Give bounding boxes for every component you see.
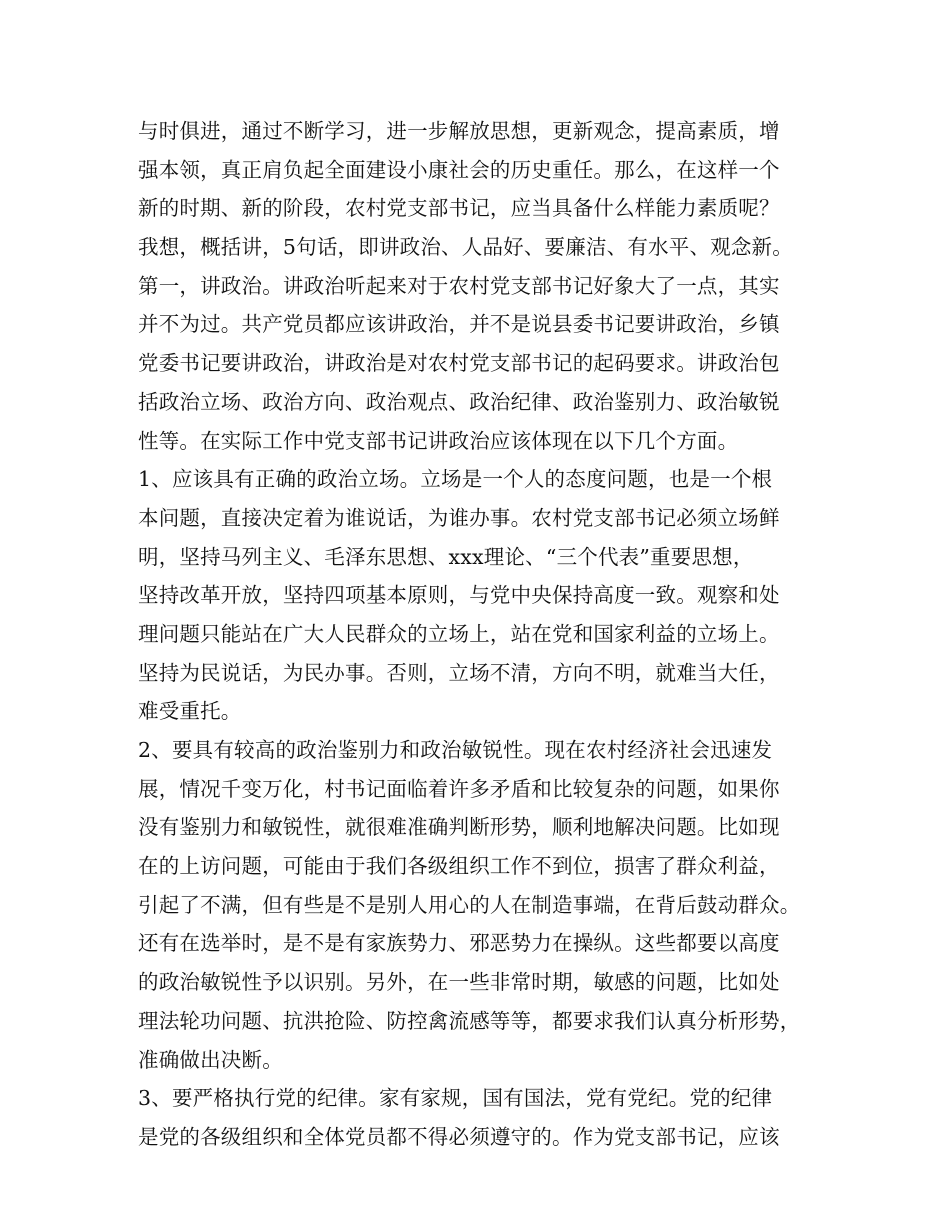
text-line: 第一，讲政治。讲政治听起来对于农村党支部书记好象大了一点，其实: [138, 273, 780, 298]
document-body: [138, 112, 828, 1157]
text-line: 没有鉴别力和敏锐性，就很难准确判断形势，顺利地解决问题。比如现: [138, 815, 780, 840]
text-line: 2、要具有较高的政治鉴别力和政治敏锐性。现在农村经济社会迅速发: [138, 738, 773, 762]
text-line: 1、应该具有正确的政治立场。立场是一个人的态度问题，也是一个根: [138, 467, 773, 492]
text-line: 3、要严格执行党的纪律。家有家规，国有国法，党有党纪。党的纪律: [138, 1086, 773, 1111]
text-line: 坚持改革开放，坚持四项基本原则，与党中央保持高度一致。观察和处: [138, 583, 780, 608]
text-line: 括政治立场、政治方向、政治观点、政治纪律、政治鉴别力、政治敏锐: [138, 389, 780, 414]
text-line: 难受重托。: [138, 699, 242, 724]
text-line: 新的时期、新的阶段，农村党支部书记，应当具备什么样能力素质呢？: [138, 196, 780, 221]
text-line: 本问题，直接决定着为谁说话，为谁办事。农村党支部书记必须立场鲜: [138, 505, 780, 530]
text-line: 我想，概括讲，5句话，即讲政治、人品好、要廉洁、有水平、观念新。: [138, 235, 793, 260]
text-line: 强本领，真正肩负起全面建设小康社会的历史重任。那么，在这样一个: [138, 157, 780, 182]
text-line: 的政治敏锐性予以识别。另外，在一些非常时期，敏感的问题，比如处: [138, 970, 780, 995]
text-line: 明，坚持马列主义、毛泽东思想、xxx理论、“三个代表”重要思想，: [138, 544, 754, 569]
text-line: 性等。在实际工作中党支部书记讲政治应该体现在以下几个方面。: [138, 428, 739, 453]
text-line: 理问题只能站在广大人民群众的立场上，站在党和国家利益的立场上。: [138, 621, 780, 646]
text-line: 展，情况千变万化，村书记面临着许多矛盾和比较复杂的问题，如果你: [138, 776, 780, 801]
text-line: 党委书记要讲政治，讲政治是对农村党支部书记的起码要求。讲政治包: [138, 351, 780, 376]
text-line: 在的上访问题，可能由于我们各级组织工作不到位，损害了群众利益，: [138, 854, 780, 879]
text-line: 准确做出决断。: [138, 1047, 283, 1072]
text-line: 并不为过。共产党员都应该讲政治，并不是说县委书记要讲政治，乡镇: [138, 312, 780, 337]
text-line: 引起了不满，但有些是不是别人用心的人在制造事端，在背后鼓动群众。: [138, 892, 801, 917]
text-line: 还有在选举时，是不是有家族势力、邪恶势力在操纵。这些都要以高度: [138, 931, 780, 956]
text-line: 坚持为民说话，为民办事。否则，立场不清，方向不明，就难当大任，: [138, 660, 780, 685]
text-line: 理法轮功问题、抗洪抢险、防控禽流感等等，都要求我们认真分析形势，: [138, 1008, 801, 1033]
text-line: 是党的各级组织和全体党员都不得必须遵守的。作为党支部书记，应该: [138, 1124, 780, 1149]
text-line: 与时俱进，通过不断学习，进一步解放思想，更新观念，提高素质，增: [138, 119, 780, 143]
